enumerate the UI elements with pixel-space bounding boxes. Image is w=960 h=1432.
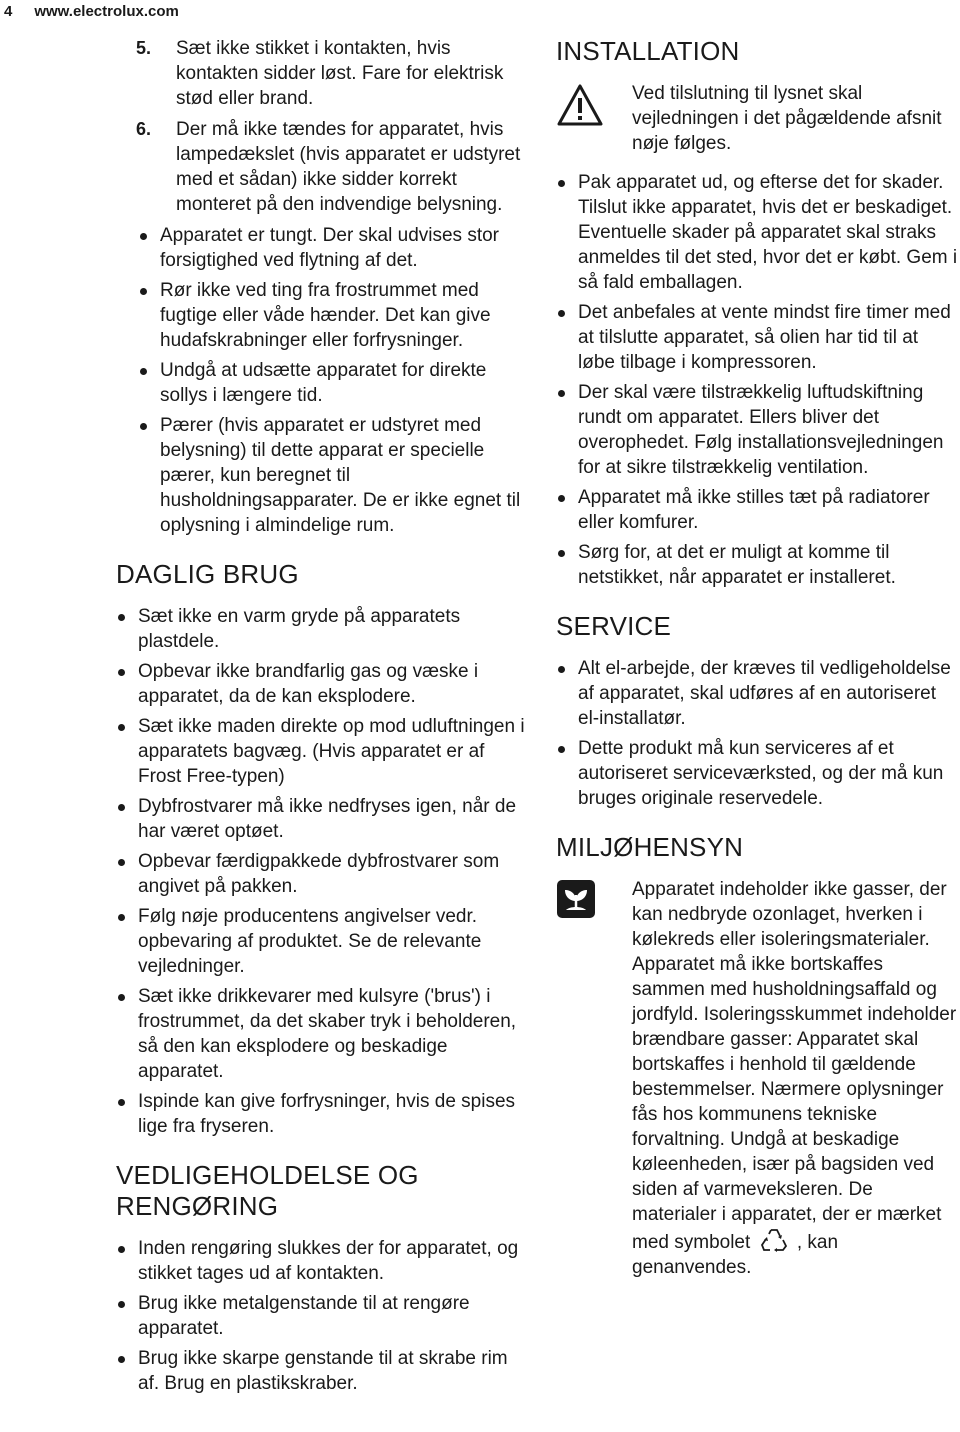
list-item: Brug ikke metalgenstande til at rengøre apparatet. xyxy=(116,1291,526,1341)
title-line: RENGØRING xyxy=(116,1191,279,1221)
list-item: Inden rengøring slukkes der for apparatet, og stikket tages ud af kontakten. xyxy=(116,1236,526,1286)
item-text: Der må ikke tændes for apparatet, hvis lampedækslet (hvis apparatet er udstyret med et sådan) ikke sidder korrekt monteret på den indvendige belysning. xyxy=(176,119,521,215)
page-header xyxy=(0,0,179,22)
list-item: Følg nøje producentens angivelser vedr. opbevaring af produktet. Se de relevante vejledninger. xyxy=(116,904,526,979)
list-item: Pærer (hvis apparatet er udstyret med belysning) til dette apparat er specielle pærer, kun beregnet til husholdningsapparater. De er ikke egnet til oplysning i almindelige rum. xyxy=(138,413,526,538)
list-item: Der skal være tilstrækkelig luftudskiftning rundt om apparatet. Ellers bliver det overophedet. Følg installationsvejledningen for at sikre tilstrækkelig ventilation. xyxy=(556,380,958,480)
list-item: Brug ikke skarpe genstande til at skrabe rim af. Brug en plastikskraber. xyxy=(116,1346,526,1396)
environment-text-before: Apparatet indeholder ikke gasser, der kan nedbryde ozonlaget, hverken i kølekreds eller isoleringsmaterialer. Apparatet må ikke bortskaffes sammen med husholdningsaffald og jordfyld. Isoleringsskummet indeholder brændbare gasser: Apparatet skal bortskaffes i henhold til gældende bestemmelser. Nærmere oplysninger fås hos kommunens tekniske forvaltning. Undgå at beskadige køleenheden, især på bagsiden ved siden af varmeveksleren. De materialer i apparatet, der er mærket med symbolet xyxy=(632,879,957,1253)
list-item: Sørg for, at det er muligt at komme til netstikket, når apparatet er installeret. xyxy=(556,540,958,590)
list-item: Rør ikke ved ting fra frostrummet med fugtige eller våde hænder. Det kan give hudafskrabninger eller forfrysninger. xyxy=(138,278,526,353)
list-item: Alt el-arbejde, der kræves til vedligeholdelse af apparatet, skal udføres af en autoriseret el-installatør. xyxy=(556,656,958,731)
list-item: Opbevar ikke brandfarlig gas og væske i apparatet, da de kan eksplodere. xyxy=(116,659,526,709)
section-title-installation: INSTALLATION xyxy=(556,36,740,66)
title-line: VEDLIGEHOLDELSE OG xyxy=(116,1160,419,1190)
environment-text-after: , kan genanvendes. xyxy=(632,1232,839,1278)
list-item xyxy=(116,117,526,217)
list-item: Apparatet er tungt. Der skal udvises stor forsigtighed ved flytning af det. xyxy=(138,223,526,273)
list-item: Apparatet må ikke stilles tæt på radiatorer eller komfurer. xyxy=(556,485,958,535)
item-text: Sæt ikke stikket i kontakten, hvis kontakten sidder løst. Fare for elektrisk stød eller brand. xyxy=(176,38,504,109)
environment-plant-icon xyxy=(556,879,596,919)
list-item xyxy=(116,36,526,111)
list-item: Dybfrostvarer må ikke nedfryses igen, når de har været optøet. xyxy=(116,794,526,844)
list-item: Det anbefales at vente mindst fire timer med at tilslutte apparatet, så olien har tid til at løbe tilbage i kompressoren. xyxy=(556,300,958,375)
website-url[interactable]: www.electrolux.com xyxy=(34,2,179,20)
service-list xyxy=(556,656,958,811)
maintenance-list xyxy=(116,1236,526,1396)
warning-triangle-icon xyxy=(556,83,604,127)
page-number: 4 xyxy=(4,2,13,20)
list-item: Sæt ikke maden direkte op mod udluftningen i apparatets bagvæg. (Hvis apparatet er af Frost Free-typen) xyxy=(116,714,526,789)
left-column xyxy=(116,36,526,1401)
daily-use-list xyxy=(116,604,526,1139)
section-title-maintenance xyxy=(116,1160,526,1222)
installation-list xyxy=(556,170,958,590)
section-title-service: SERVICE xyxy=(556,611,672,641)
section-title-environment: MILJØHENSYN xyxy=(556,832,744,862)
safety-bullets xyxy=(138,223,526,538)
section-title-daily-use: DAGLIG BRUG xyxy=(116,559,299,589)
list-item: Opbevar færdigpakkede dybfrostvarer som angivet på pakken. xyxy=(116,849,526,899)
numbered-list xyxy=(116,36,526,217)
item-number: 5. xyxy=(136,38,152,58)
list-item: Sæt ikke drikkevarer med kulsyre ('brus') i frostrummet, da det skaber tryk i beholderen, så den kan eksplodere og beskadige apparatet. xyxy=(116,984,526,1084)
list-item: Ispinde kan give forfrysninger, hvis de spises lige fra fryseren. xyxy=(116,1089,526,1139)
list-item: Sæt ikke en varm gryde på apparatets plastdele. xyxy=(116,604,526,654)
right-column xyxy=(556,36,958,1280)
warning-note xyxy=(556,81,958,156)
environment-note xyxy=(556,877,958,1280)
list-item: Pak apparatet ud, og efterse det for skader. Tilslut ikke apparatet, hvis det er beskadiget. Eventuelle skader på apparatet skal straks anmeldes til det sted, hvor det er købt. Gem i så fald emballagen. xyxy=(556,170,958,295)
list-item: Dette produkt må kun serviceres af et autoriseret serviceværksted, og der må kun bruges originale reservedele. xyxy=(556,736,958,811)
item-number: 6. xyxy=(136,119,152,139)
list-item: Undgå at udsætte apparatet for direkte sollys i længere tid. xyxy=(138,358,526,408)
recycle-icon xyxy=(760,1227,788,1253)
environment-text xyxy=(632,877,958,1280)
warning-text: Ved tilslutning til lysnet skal vejledningen i det pågældende afsnit nøje følges. xyxy=(632,83,942,154)
